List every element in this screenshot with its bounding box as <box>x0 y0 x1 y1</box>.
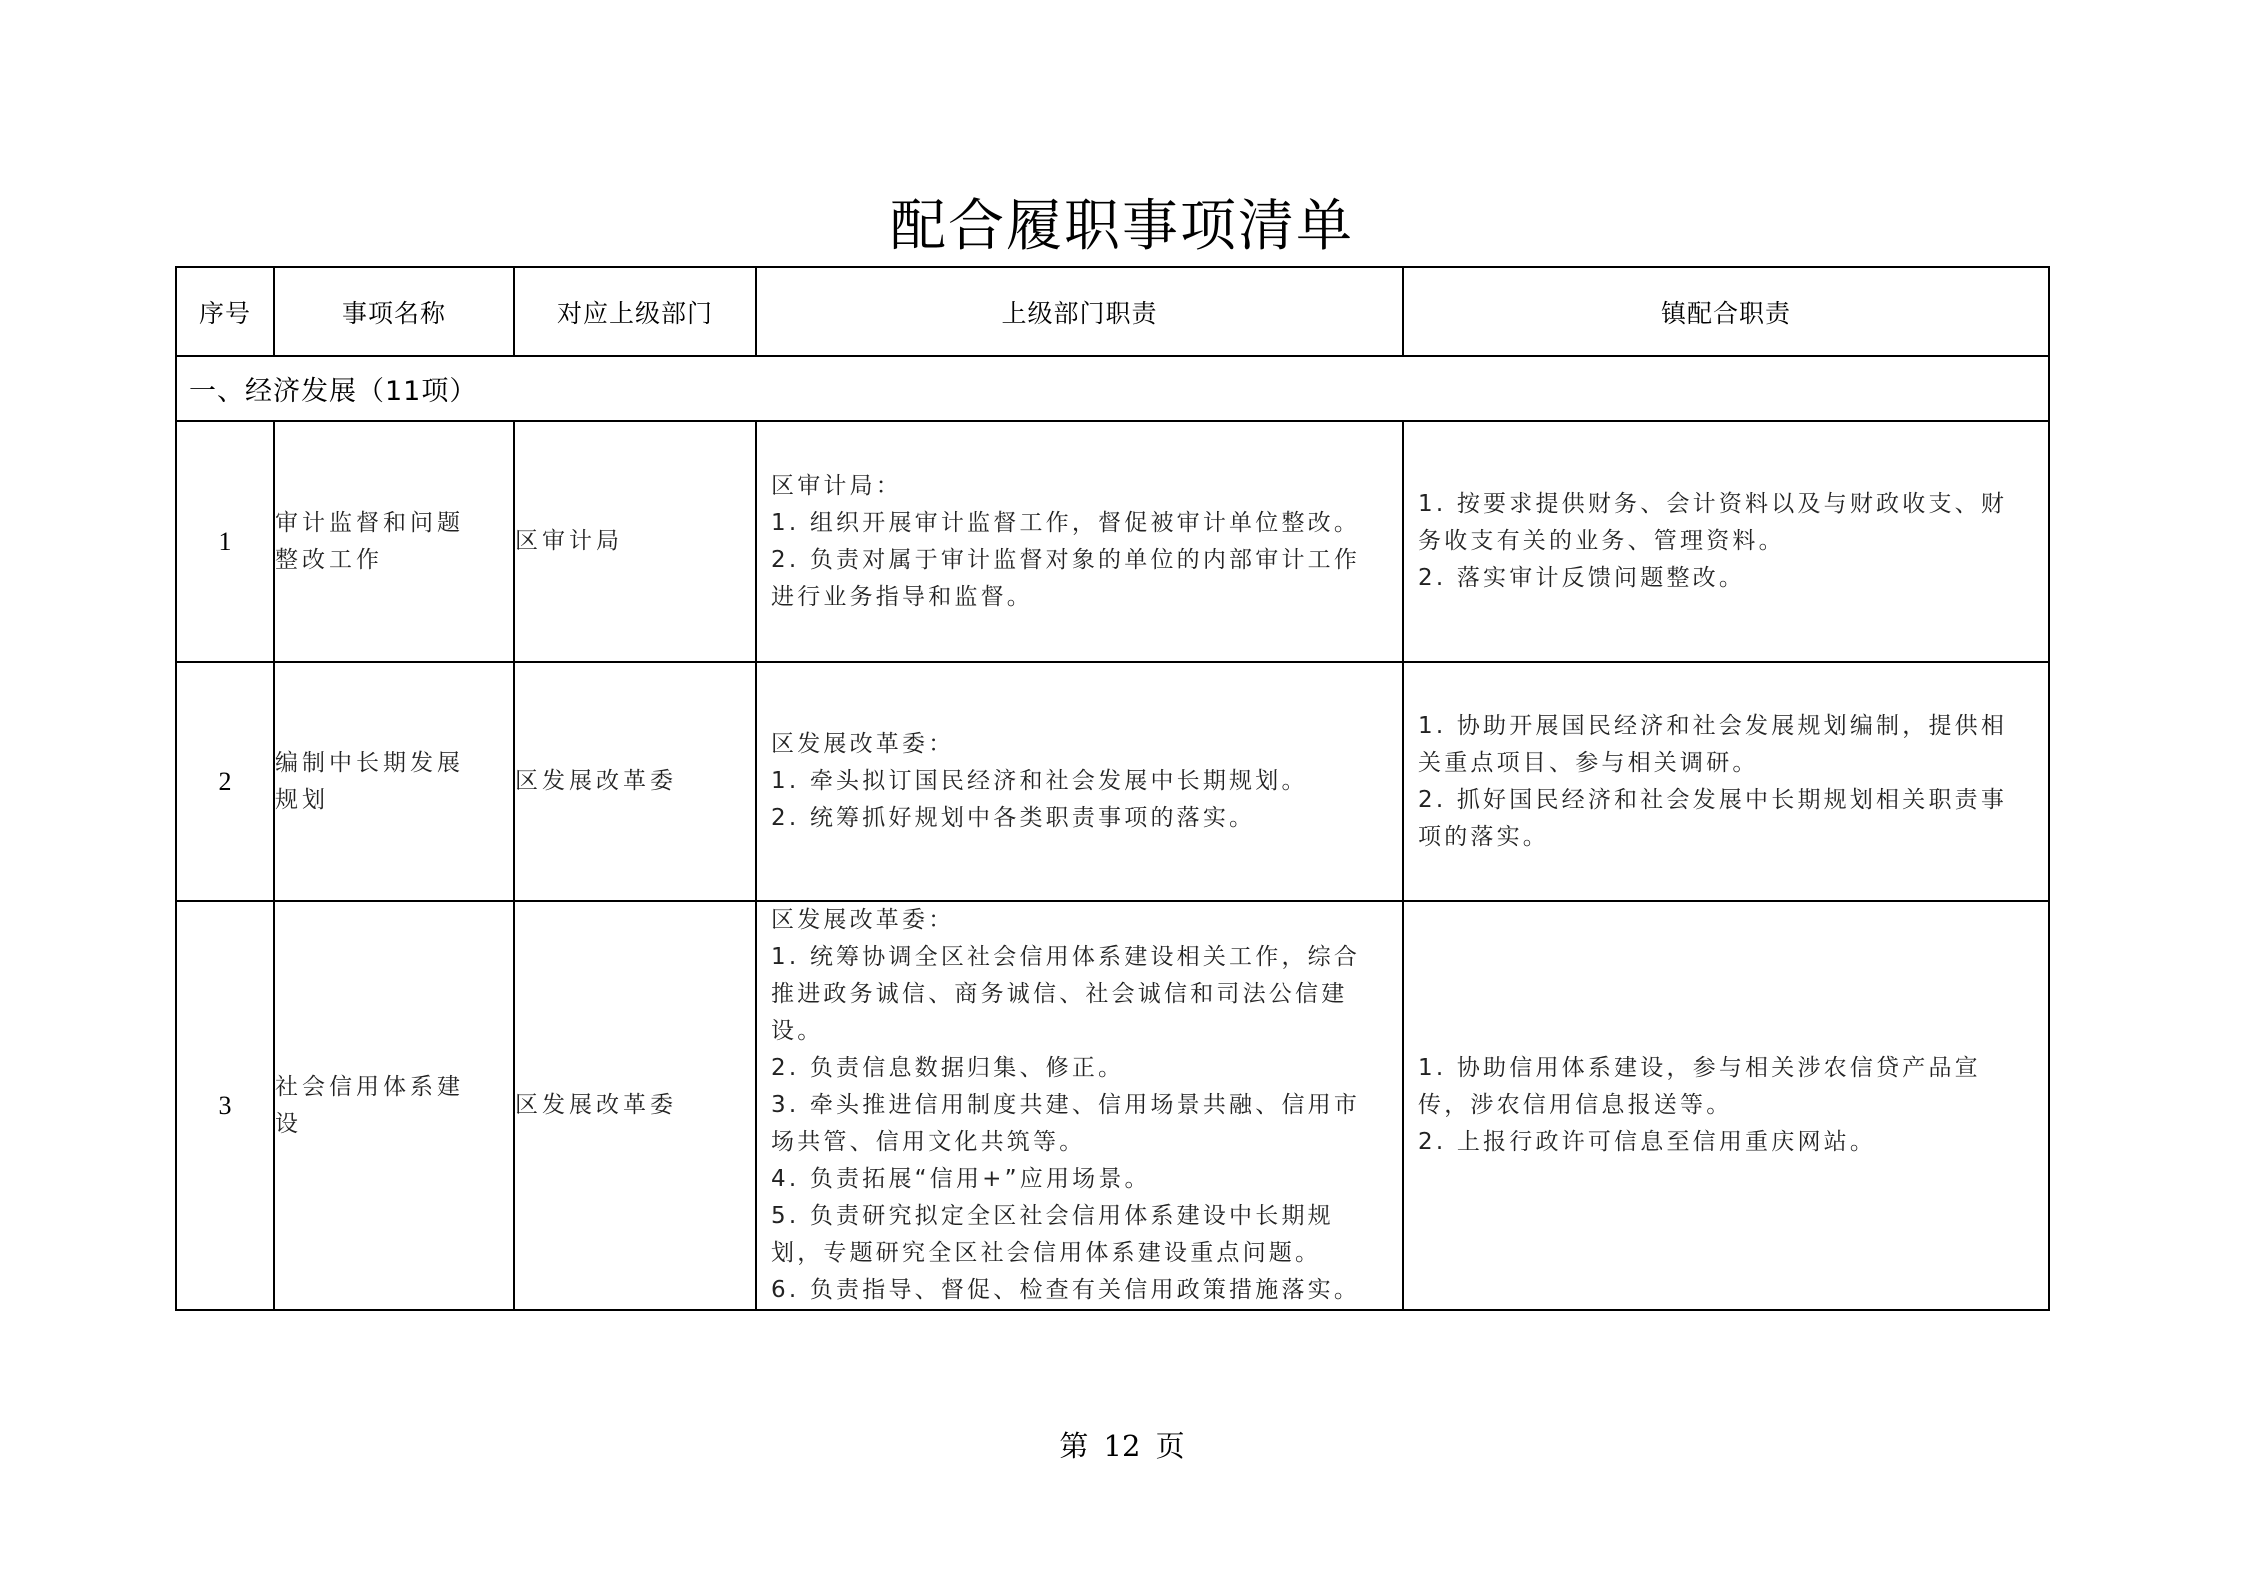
page-number: 第 12 页 <box>1059 1429 1185 1463</box>
seq-cell: 1 <box>176 421 274 662</box>
item-name-cell <box>274 662 514 901</box>
duty-line: 4. 负责拓展“信用+”应用场景。 <box>771 1166 1151 1192</box>
item-name-line: 编制中长期发展 <box>275 749 464 776</box>
table-row <box>176 901 2049 1310</box>
duty-line: 区审计局： <box>771 472 902 499</box>
duty-line: 2. 统筹抓好规划中各类职责事项的落实。 <box>771 805 1256 831</box>
duty-line: 2. 抓好国民经济和社会发展中长期规划相关职责事 <box>1418 786 2008 813</box>
upper-duty-cell <box>756 662 1403 901</box>
header-item-name: 事项名称 <box>274 267 514 356</box>
section-row <box>176 356 2049 421</box>
header-upper-dept: 对应上级部门 <box>514 267 756 356</box>
seq-cell: 2 <box>176 662 274 901</box>
duty-line: 2. 负责对属于审计监督对象的单位的内部审计工作 <box>771 546 1361 573</box>
town-duty-cell <box>1403 662 2049 901</box>
section-title: 一、经济发展（11项） <box>176 356 2049 421</box>
upper-dept-cell: 区发展改革委 <box>514 901 756 1310</box>
item-name-line: 社会信用体系建 <box>275 1073 464 1100</box>
item-name-line: 设 <box>275 1110 302 1137</box>
item-name-line: 规划 <box>275 786 329 813</box>
duty-line: 务收支有关的业务、管理资料。 <box>1418 528 1785 554</box>
duty-line: 2. 上报行政许可信息至信用重庆网站。 <box>1418 1129 1877 1155</box>
table-row <box>176 421 2049 662</box>
upper-duty-cell <box>756 901 1403 1310</box>
table-header-row <box>176 267 2049 356</box>
duty-line: 3. 牵头推进信用制度共建、信用场景共融、信用市 <box>771 1092 1361 1118</box>
duty-line: 1. 统筹协调全区社会信用体系建设相关工作，综合 <box>771 944 1361 970</box>
duty-line: 进行业务指导和监督。 <box>771 583 1033 610</box>
duty-line: 区发展改革委： <box>771 907 955 933</box>
upper-dept-cell: 区审计局 <box>514 421 756 662</box>
item-name-cell <box>274 901 514 1310</box>
duty-line: 场共管、信用文化共筑等。 <box>771 1129 1086 1155</box>
duty-line: 设。 <box>771 1018 824 1044</box>
duty-line: 6. 负责指导、督促、检查有关信用政策措施落实。 <box>771 1277 1361 1303</box>
duty-line: 1. 按要求提供财务、会计资料以及与财政收支、财 <box>1418 491 2008 517</box>
duty-line: 1. 协助开展国民经济和社会发展规划编制，提供相 <box>1418 712 2008 739</box>
duty-line: 5. 负责研究拟定全区社会信用体系建设中长期规 <box>771 1203 1334 1229</box>
header-town-duty: 镇配合职责 <box>1403 267 2049 356</box>
duty-line: 划，专题研究全区社会信用体系建设重点问题。 <box>771 1240 1322 1266</box>
duty-line: 1. 牵头拟订国民经济和社会发展中长期规划。 <box>771 768 1308 794</box>
upper-duty-cell <box>756 421 1403 662</box>
duty-line: 项的落实。 <box>1418 823 1549 850</box>
duty-line: 传，涉农信用信息报送等。 <box>1418 1092 1733 1118</box>
duty-line: 2. 负责信息数据归集、修正。 <box>771 1055 1125 1081</box>
seq-cell: 3 <box>176 901 274 1310</box>
duty-line: 1. 组织开展审计监督工作，督促被审计单位整改。 <box>771 509 1361 536</box>
duty-line: 区发展改革委： <box>771 731 955 757</box>
duty-list-table <box>175 266 2050 1311</box>
item-name-line: 审计监督和问题 <box>275 509 464 536</box>
header-upper-duty: 上级部门职责 <box>756 267 1403 356</box>
item-name-cell <box>274 421 514 662</box>
town-duty-cell <box>1403 421 2049 662</box>
duty-line: 1. 协助信用体系建设，参与相关涉农信贷产品宣 <box>1418 1055 1981 1081</box>
page-title: 配合履职事项清单 <box>890 194 1354 259</box>
upper-dept-cell: 区发展改革委 <box>514 662 756 901</box>
duty-line: 推进政务诚信、商务诚信、社会诚信和司法公信建 <box>771 981 1348 1007</box>
header-seq: 序号 <box>176 267 274 356</box>
duty-line: 关重点项目、参与相关调研。 <box>1418 749 1759 776</box>
item-name-line: 整改工作 <box>275 546 383 573</box>
duty-line: 2. 落实审计反馈问题整改。 <box>1418 565 1746 591</box>
town-duty-cell <box>1403 901 2049 1310</box>
table-row <box>176 662 2049 901</box>
